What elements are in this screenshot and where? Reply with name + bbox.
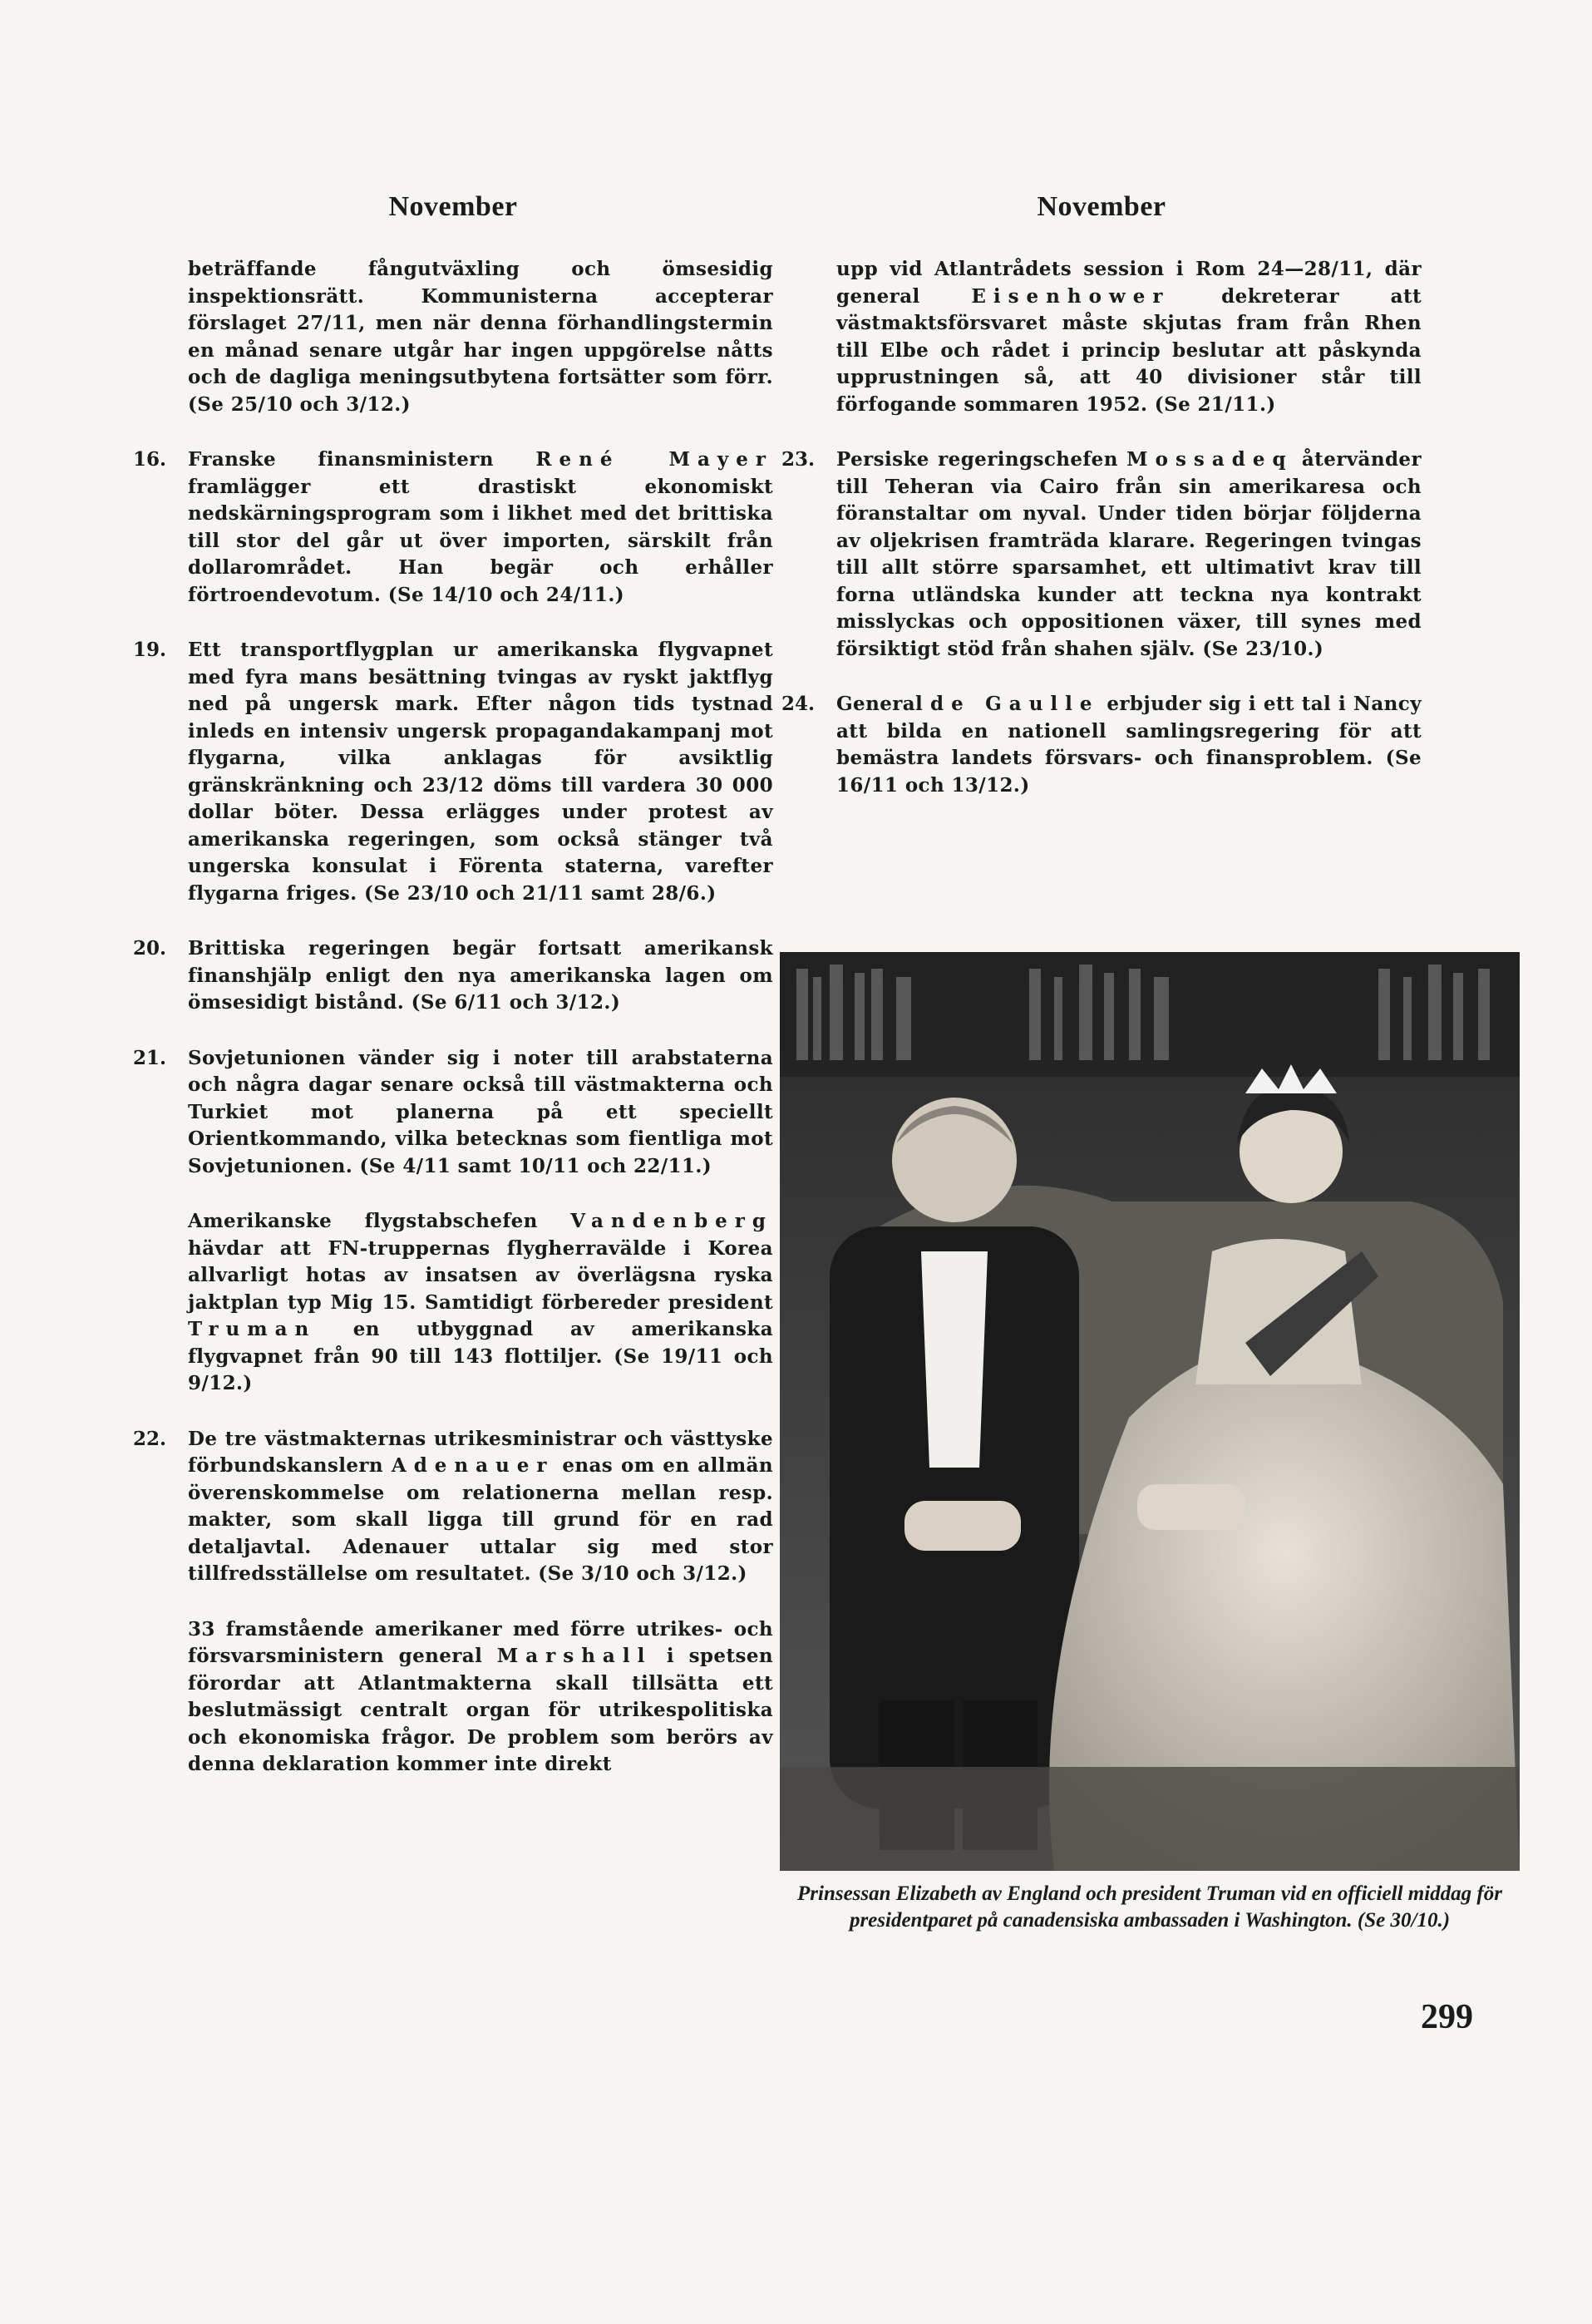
entry-text-part: erbjuder sig i ett tal i Nancy att bilda en nationell samlingsregering för att bemästra landets försvars- och finansproblem. (Se 16/11 och 13/12.) [836, 693, 1422, 797]
entry-number: 24. [781, 693, 816, 715]
entry-text-part: återvänder till Teheran via Cairo från sin amerikaresa och föranstaltar om nyval. Under tiden börjar följderna av oljekrisen framträda klarare. Regeringen tvingas till allt större sparsamhet, ett ultimativt krav till forna utländska kunder att teckna nya kontrakt misslyckas och oppositionen växer, till synes med försiktigt stöd från shahen själv. (Se 23/10.) [836, 448, 1422, 660]
person-name: Vandenberg [570, 1210, 773, 1232]
entry [133, 935, 773, 1017]
entry-text: beträffande fångutväxling och ömsesidig inspektionsrätt. Kommunisterna accepterar förslaget 27/11, men när denna förhandlingstermin en månad senare utgår har ingen uppgörelse nåtts och de dagliga meningsutbytena fortsätter som förr. (Se 25/10 och 3/12.) [188, 258, 773, 416]
entry-text-part: dekreterar att västmaktsförsvaret måste skjutas fram från Rhen till Elbe och rådet i princip beslutar att påskynda upprustningen så, att 40 divisioner står till förfogande sommaren 1952. (Se 21/11.) [836, 284, 1422, 416]
person-name: Marshall [496, 1645, 653, 1667]
right-column [781, 191, 1422, 827]
entry-text-part: Franske finansministern [188, 448, 536, 471]
entry-text: Sovjetunionen vänder sig i noter till arabstaterna och några dagar senare också till västmakterna och Turkiet mot planerna på ett speciellt Orientkommando, vilka betecknas som fientliga mot Sovjetunionen. (Se 4/11 samt 10/11 och 22/11.) [188, 1046, 773, 1177]
entry-text [188, 1208, 773, 1398]
person-name: de Gaulle [930, 693, 1100, 715]
entry [133, 256, 773, 418]
entry-number: 19. [133, 639, 167, 661]
entry-number: 16. [133, 448, 167, 471]
entry-text-part: en utbyggnad av amerikanska flygvapnet från 90 till 143 flottiljer. (Se 19/11 och 9/12.) [188, 1318, 773, 1394]
page-number: 299 [1421, 1998, 1473, 2036]
entry-text [188, 447, 773, 609]
entry-text-part: De tre västmakternas utrikesministrar och västtyske förbundskanslern [188, 1427, 773, 1477]
left-column-header: November [388, 191, 518, 222]
person-name: René Mayer [535, 448, 773, 471]
entry-text-part: Amerikanske flygstabschefen [188, 1210, 571, 1232]
entry [133, 447, 773, 609]
entry-text [836, 256, 1422, 418]
bookshelf [780, 952, 1520, 1077]
entry-number: 20. [133, 937, 167, 960]
entry-text-part: Persiske regeringschefen [836, 448, 1127, 471]
right-column-header: November [1037, 191, 1166, 222]
entry-number: 22. [133, 1427, 167, 1450]
entry-text: Brittiska regeringen begär fortsatt amerikansk finanshjälp enligt den nya amerikanska lagen om ömsesidigt bistånd. (Se 6/11 och 3/12.) [188, 937, 773, 1014]
person-name: Eisenhower [971, 284, 1171, 308]
entry [133, 1426, 773, 1588]
entry-text-part: framlägger ett drastiskt ekonomiskt nedskärningsprogram som i likhet med det brittiska till stor del går ut över importen, särskilt från dollarområdet. Han begär och erhåller förtroendevotum. (Se 14/10 och 24/11.) [188, 475, 773, 606]
entry [133, 1616, 773, 1779]
entry-text: Ett transportflygplan ur amerikanska flygvapnet med fyra mans besättning tvingas av ryskt jaktflyg ned på ungersk mark. Efter någon tids tystnad inleds en intensiv ungersk propagandakampanj mot flygarna, vilka anklagas för avsiktlig gränskränkning och 23/12 döms till vardera 30 000 dollar böter. Dessa erlägges under protest av amerikanska regeringen, som också stänger två ungerska konsulat i Förenta staterna, varefter flygarna friges. (Se 23/10 och 21/11 samt 28/6.) [188, 639, 773, 905]
entry [781, 447, 1422, 663]
carpet [780, 1767, 1520, 1871]
entry [133, 1208, 773, 1398]
photo-caption: Prinsessan Elizabeth av England och president Truman vid en officiell middag för presidentparet på canadensiska ambassaden i Washington. (Se 30/10.) [797, 1882, 1502, 1932]
entry-text-part: 33 framstående amerikaner med förre utrikes- och försvarsministern general [188, 1617, 773, 1667]
entry-number: 21. [133, 1046, 167, 1069]
entry [133, 1045, 773, 1181]
entry-text-part: upp vid Atlantrådets session i Rom 24—28/11, där general [836, 258, 1422, 308]
person-name: Mossadeq [1126, 448, 1294, 471]
entry-text [836, 447, 1422, 663]
entry-text-part: enas om en allmän överenskommelse om relationerna mellan resp. makter, som skall ligga till grund för en rad detaljavtal. Adenauer uttalar sig med stor tillfredsställelse om resultatet. (Se 3/10 och 3/12.) [188, 1454, 774, 1585]
entry-text [836, 691, 1422, 799]
entry-text-part: General [836, 693, 931, 715]
left-column [133, 191, 773, 1807]
entry-number: 23. [781, 448, 816, 471]
entry [781, 256, 1422, 418]
photo-illustration [780, 952, 1520, 1871]
entry [133, 637, 773, 907]
entry-text-part: i spetsen förordar att Atlantmakterna skall tillsätta ett beslutmässigt centralt organ för utrikespolitiska och ekonomiska frågor. De problem som berörs av denna deklaration kommer inte direkt [188, 1645, 773, 1775]
photograph [780, 952, 1520, 1871]
entry [781, 691, 1422, 799]
entry-text-part: hävdar att FN-truppernas flygherravälde i Korea allvarligt hotas av insatsen av överlägsna ryska jaktplan typ Mig 15. Samtidigt förbereder president [188, 1236, 773, 1314]
entry-text [188, 1426, 773, 1588]
entry-text [188, 1616, 773, 1779]
person-name: Adenauer [391, 1454, 554, 1477]
person-name: Truman [188, 1318, 317, 1340]
